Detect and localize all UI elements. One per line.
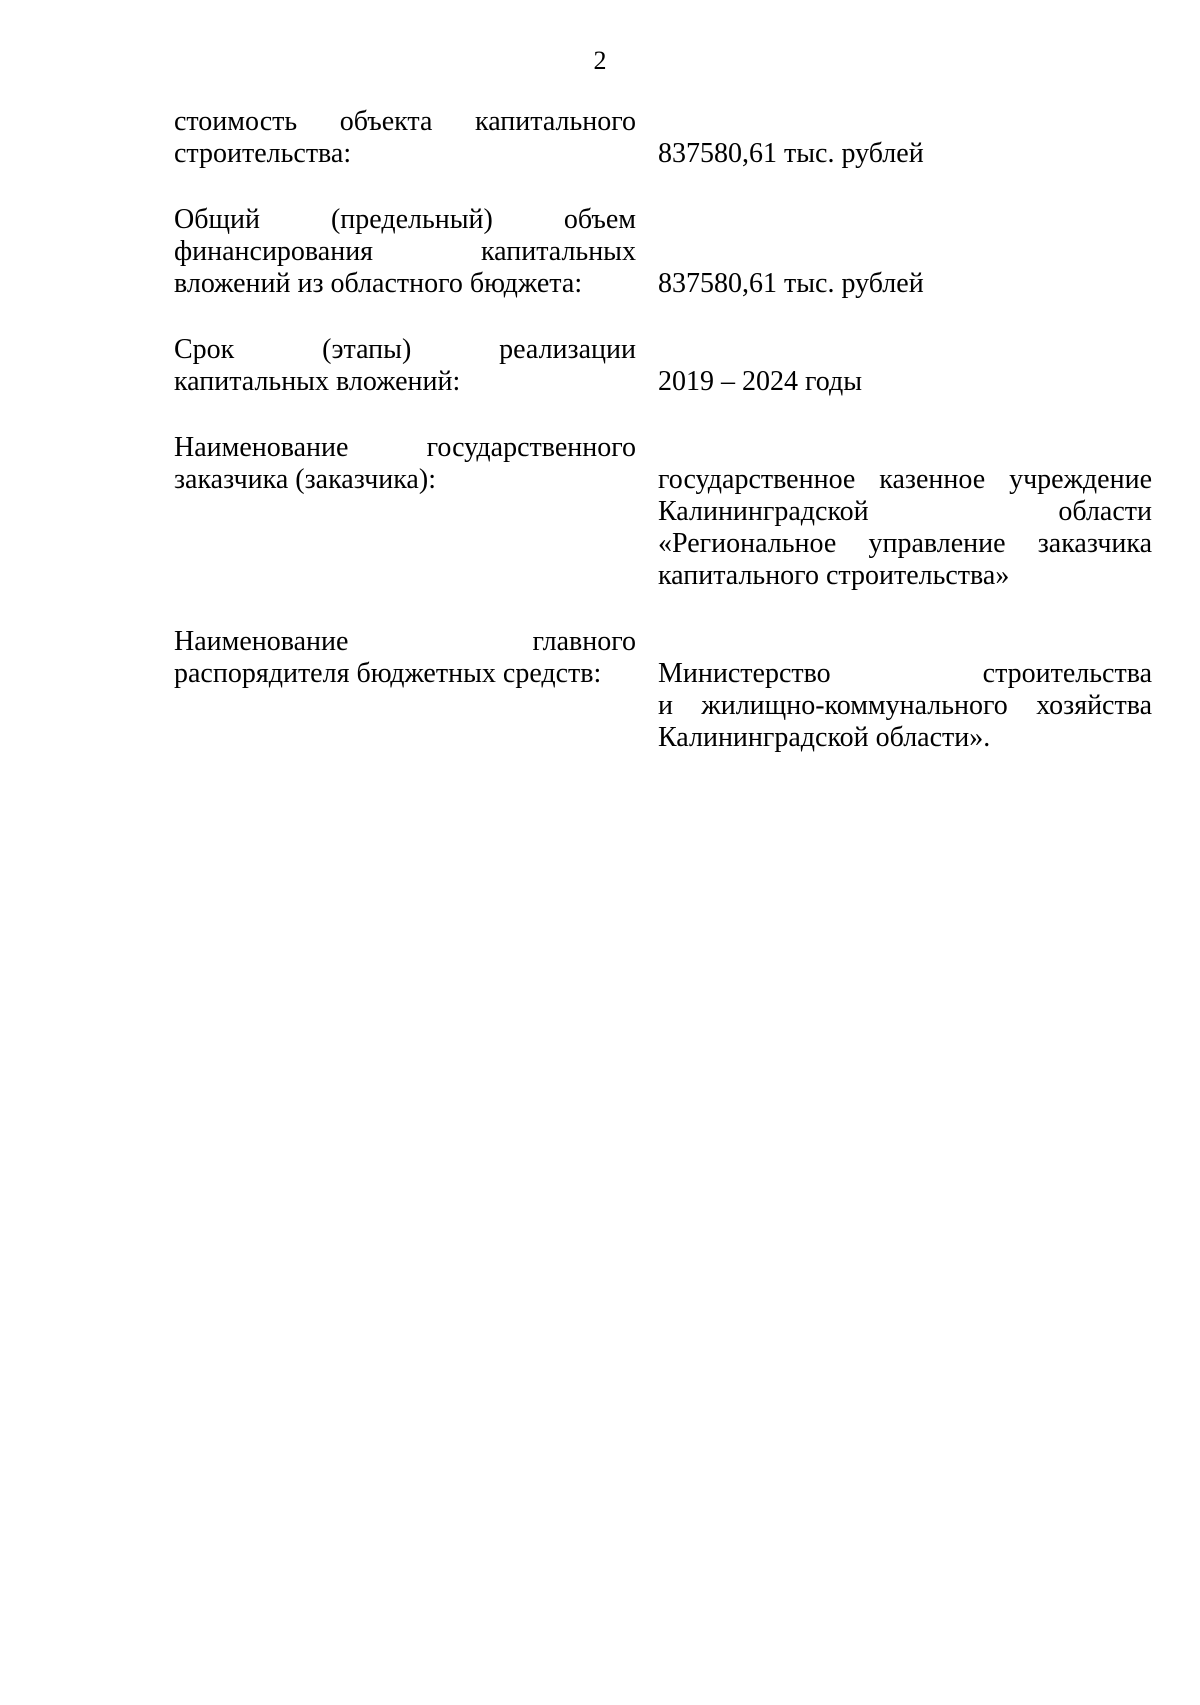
label-line: Срок (этапы) реализации xyxy=(174,334,636,365)
field-row-budget-manager xyxy=(174,626,1152,756)
label-line: заказчика (заказчика): xyxy=(174,464,436,495)
label-line: распорядителя бюджетных средств: xyxy=(174,658,602,689)
value-line: 2019 – 2024 годы xyxy=(658,366,863,397)
field-label xyxy=(174,334,636,398)
label-line: строительства: xyxy=(174,138,352,169)
label-line: Общий (предельный) объем xyxy=(174,204,636,235)
field-label xyxy=(174,626,636,690)
field-label xyxy=(174,106,636,170)
value-line: Калининградской области xyxy=(658,496,1152,527)
value-line: и жилищно-коммунального хозяйства xyxy=(658,690,1152,721)
page-number: 2 xyxy=(593,46,607,75)
value-line: 837580,61 тыс. рублей xyxy=(658,268,924,299)
field-row-funding-volume xyxy=(174,204,1152,300)
field-value xyxy=(658,366,1152,398)
value-line: «Региональное управление заказчика xyxy=(658,528,1152,559)
label-line: стоимость объекта капитального xyxy=(174,106,636,137)
field-label xyxy=(174,204,636,300)
value-line: государственное казенное учреждение xyxy=(658,464,1152,495)
value-line: 837580,61 тыс. рублей xyxy=(658,138,924,169)
field-value xyxy=(658,268,1152,300)
field-row-cost xyxy=(174,106,1152,170)
label-line: вложений из областного бюджета: xyxy=(174,268,583,299)
label-line: капитальных вложений: xyxy=(174,366,461,397)
label-line: финансирования капитальных xyxy=(174,236,636,267)
value-line: Министерство строительства xyxy=(658,658,1152,689)
field-row-customer xyxy=(174,432,1152,592)
field-row-term xyxy=(174,334,1152,398)
field-label xyxy=(174,432,636,496)
value-line: Калининградской области». xyxy=(658,722,991,753)
field-value xyxy=(658,138,1152,170)
field-value xyxy=(658,464,1152,592)
field-value xyxy=(658,658,1152,754)
label-line: Наименование государственного xyxy=(174,432,636,463)
label-line: Наименование главного xyxy=(174,626,636,657)
value-line: капитального строительства» xyxy=(658,560,1010,591)
